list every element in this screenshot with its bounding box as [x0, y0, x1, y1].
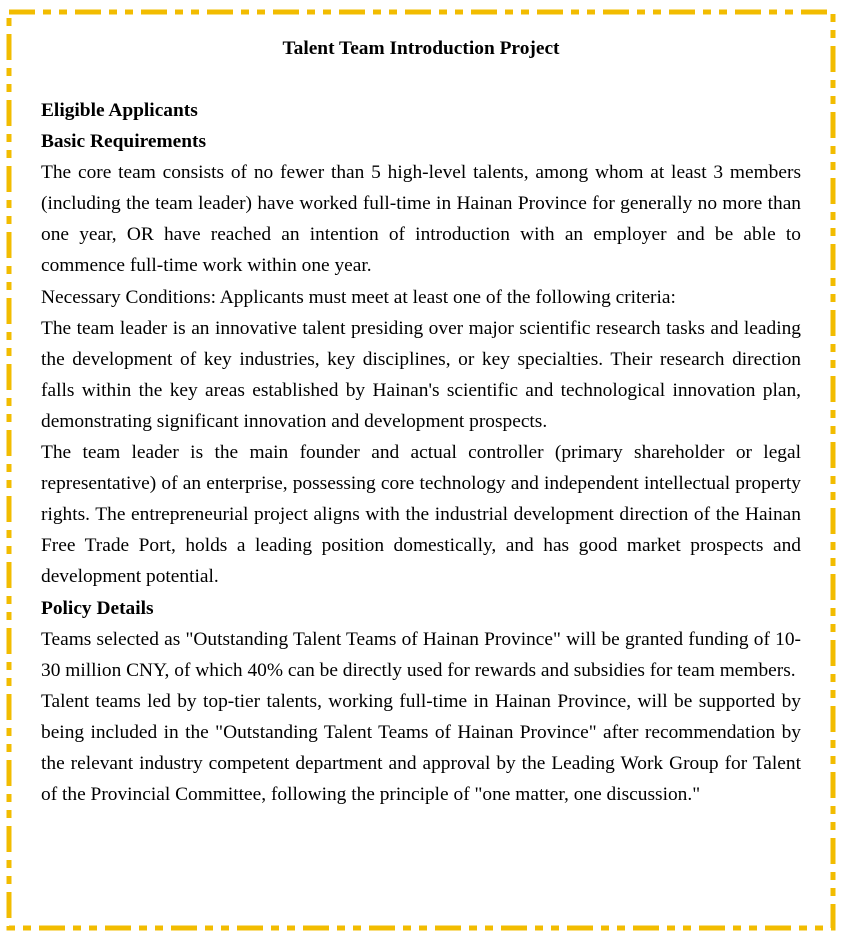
heading-policy-details: Policy Details: [41, 597, 154, 619]
paragraph-top-tier-teams: Talent teams led by top-tier talents, working full-time in Hainan Province, will be supported by being included in the "Outstanding Talent Teams of Hainan Province" after recommendation by the relevant industry competent department and approval by the Leading Work Group for Talent of the Provincial Committee, following the principle of "one matter, one discussion.": [41, 690, 801, 806]
paragraph-criterion-founder: The team leader is the main founder and actual controller (primary shareholder or legal representative) of an enterprise, possessing core technology and independent intellectual property rights. The entrepreneurial project aligns with the industrial development direction of the Hainan Free Trade Port, holds a leading position domestically, and has good market prospects and development potential.: [41, 442, 801, 588]
paragraph-core-team: The core team consists of no fewer than 5 high-level talents, among whom at least 3 members (including the team leader) have worked full-time in Hainan Province for generally no more than one year, OR have reached an intention of introduction with an employer and be able to commence full-time work within one year.: [41, 162, 801, 277]
paragraph-funding: Teams selected as "Outstanding Talent Teams of Hainan Province" will be granted funding of 10-30 million CNY, of which 40% can be directly used for rewards and subsidies for team members.: [41, 628, 801, 681]
document-body: [41, 33, 801, 810]
paragraph-necessary-conditions: Necessary Conditions: Applicants must meet at least one of the following criteria:: [41, 286, 676, 308]
document-title: Talent Team Introduction Project: [282, 38, 560, 59]
paragraph-criterion-innovative-talent: The team leader is an innovative talent presiding over major scientific research tasks and leading the development of key industries, key disciplines, or key specialties. Their research direction falls within the key areas established by Hainan's scientific and technological innovation plan, demonstrating significant innovation and development prospects.: [41, 317, 801, 432]
heading-basic-requirements: Basic Requirements: [41, 131, 206, 153]
heading-eligible-applicants: Eligible Applicants: [41, 100, 198, 121]
